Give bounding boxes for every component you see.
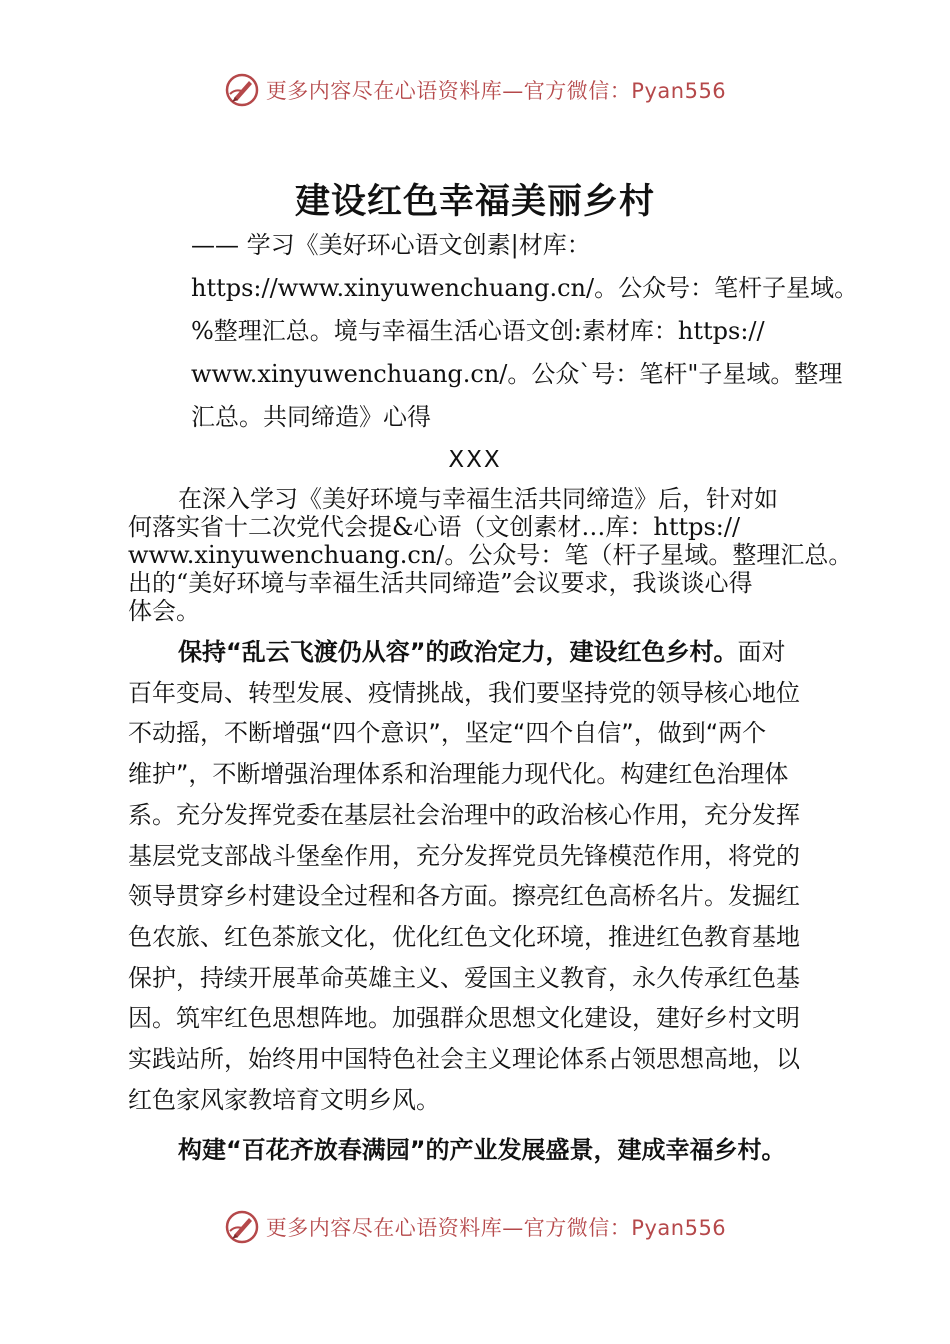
subtitle-line: —— 学习《美好环心语文创素|材库：: [191, 231, 591, 259]
paragraph-line: 系。充分发挥党委在基层社会治理中的政治核心作用，充分发挥: [128, 800, 800, 829]
section1-heading: 保持“乱云飞渡仍从容”的政治定力，建设红色乡村。: [178, 638, 738, 666]
author: XXX: [448, 447, 502, 473]
subtitle-line: www.xinyuwenchuang.cn/。公众`号：笔杆"子星域。整理: [191, 360, 843, 388]
subtitle-line: 汇总。共同缔造》心得: [191, 403, 431, 431]
paragraph-line: 保护，持续开展革命英雄主义、爱国主义教育，永久传承红色基: [128, 963, 800, 992]
paragraph-line: 维护”，不断增强治理体系和治理能力现代化。构建红色治理体: [128, 760, 789, 789]
watermark-text: 更多内容尽在心语资料库—官方微信：Pyan556: [265, 79, 727, 103]
paragraph-text: 面对: [737, 638, 786, 666]
section2-heading: 构建“百花齐放春满园”的产业发展盛景，建成幸福乡村。: [178, 1136, 786, 1164]
paragraph-line: 色农旅、红色茶旅文化，优化红色文化环境，推进红色教育基地: [128, 922, 800, 951]
paragraph-line: 百年变局、转型发展、疫情挑战，我们要坚持党的领导核心地位: [128, 678, 800, 707]
paragraph-line: 红色家风家教培育文明乡风。: [128, 1085, 440, 1114]
paragraph-line: 在深入学习《美好环境与幸福生活共同缔造》后，针对如: [178, 485, 778, 513]
document-title: 建设红色幸福美丽乡村: [294, 182, 655, 222]
paragraph-line: 因。筑牢红色思想阵地。加强群众思想文化建设，建好乡村文明: [128, 1004, 800, 1033]
paragraph-line: 何落实省十二次党代会提&心语（文创素材…库：https://: [128, 513, 741, 541]
paragraph-line: [128, 632, 840, 673]
watermark-text: 更多内容尽在心语资料库—官方微信：Pyan556: [265, 1216, 727, 1240]
paragraph-line: 实践站所，始终用中国特色社会主义理论体系占领思想高地，以: [128, 1045, 800, 1074]
pen-logo-icon: [224, 72, 260, 108]
section1-paragraph: [128, 632, 840, 1120]
paragraph-line: 出的“美好环境与幸福生活共同缔造”会议要求，我谈谈心得: [128, 569, 753, 597]
subtitle-line: https://www.xinyuwenchuang.cn/。公众号：笔杆子星域。: [191, 274, 859, 302]
paragraph-line: 领导贯穿乡村建设全过程和各方面。擦亮红色高桥名片。发掘红: [128, 882, 800, 911]
footer-watermark: [0, 1209, 950, 1245]
header-watermark: [0, 72, 950, 108]
paragraph-line: 体会。: [128, 597, 200, 625]
subtitle-line: %整理汇总。境与幸福生活心语文创:素材库：https://: [191, 317, 765, 345]
paragraph-line: 基层党支部战斗堡垒作用，充分发挥党员先锋模范作用，将党的: [128, 841, 800, 870]
pen-logo-icon: [224, 1209, 260, 1245]
paragraph-line: www.xinyuwenchuang.cn/。公众号：笔（杆子星域。整理汇总。: [128, 541, 853, 569]
intro-paragraph: [128, 485, 853, 625]
paragraph-line: 不动摇，不断增强“四个意识”，坚定“四个自信”，做到“两个: [128, 719, 767, 748]
subtitle: [191, 224, 859, 439]
